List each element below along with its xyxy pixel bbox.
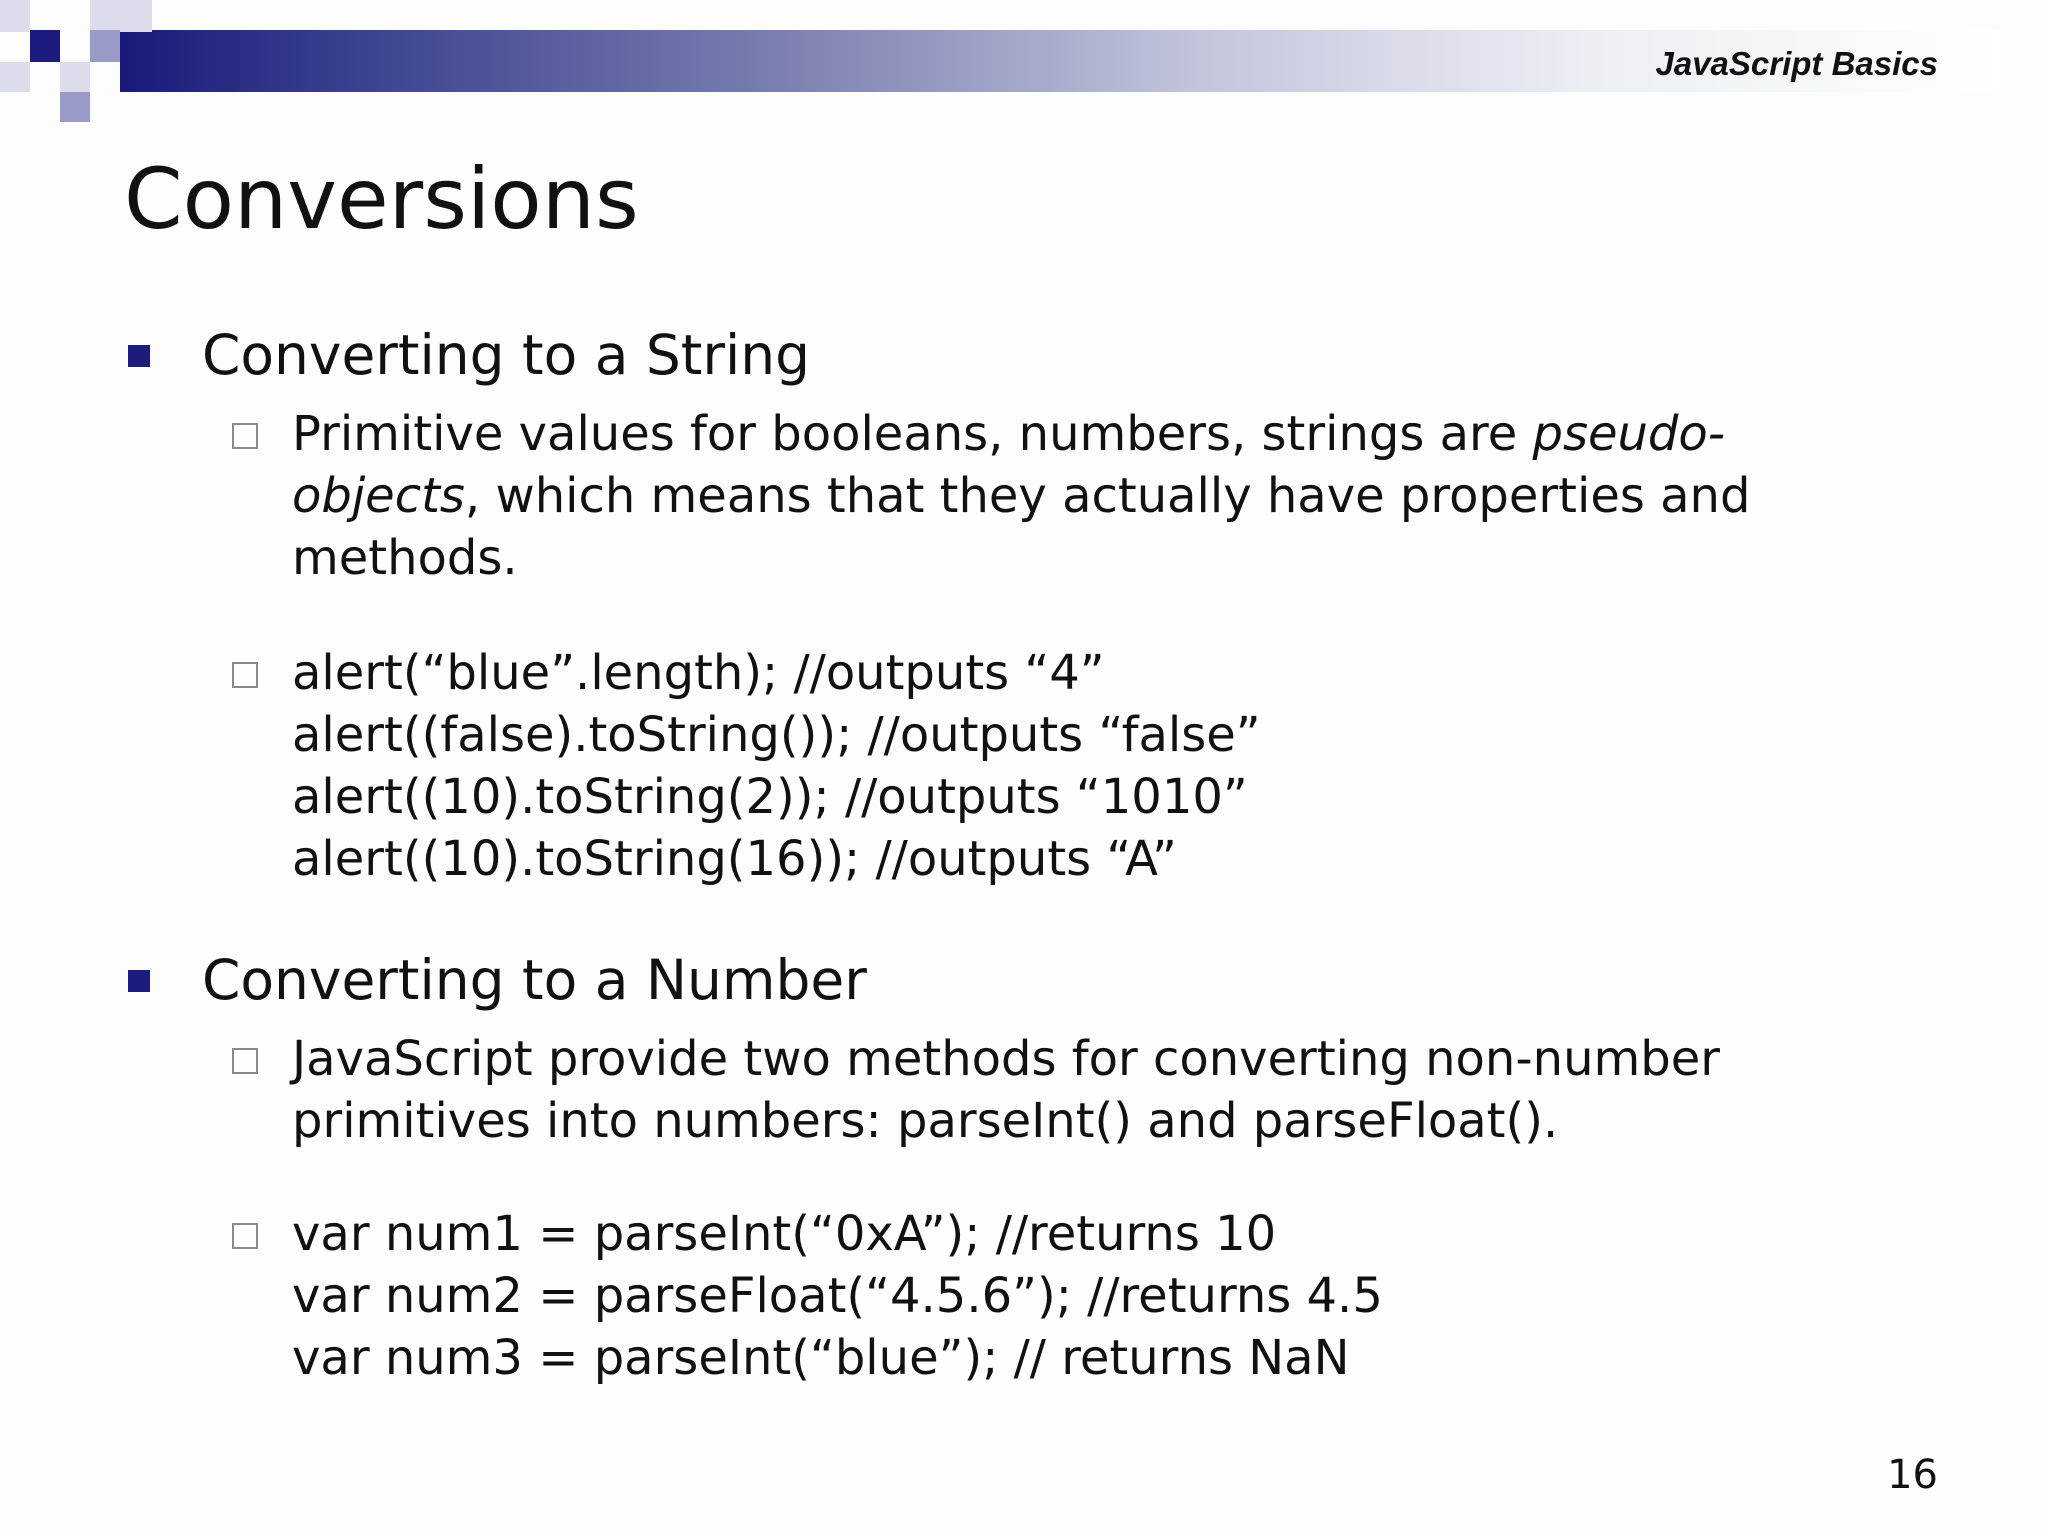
hollow-square-icon — [232, 662, 258, 688]
item-line: JavaScript provide two methods for converting non-number — [292, 1031, 1720, 1087]
slide-title: Conversions — [124, 150, 639, 248]
item-line-text: Primitive values for booleans, numbers, strings are — [292, 406, 1533, 462]
emphasis-text: pseudo- — [1532, 406, 1726, 462]
header-label: JavaScript Basics — [1655, 45, 1938, 82]
code-line: var num3 = parseInt(“blue”); // returns NaN — [292, 1330, 1350, 1386]
emphasis-text: objects — [292, 468, 465, 524]
corner-squares-icon — [0, 0, 160, 130]
item-line: primitives into numbers: parseInt() and parseFloat(). — [292, 1093, 1559, 1149]
item-line-text: , which means that they actually have properties and — [464, 468, 1751, 524]
code-line: alert(“blue”.length); //outputs “4” — [292, 645, 1105, 701]
item-line — [292, 403, 1892, 465]
filled-square-icon — [128, 970, 150, 992]
code-line: alert((10).toString(16)); //outputs “A” — [292, 831, 1177, 887]
section-heading-text: Converting to a Number — [202, 948, 867, 1012]
page-number: 16 — [1887, 1452, 1938, 1498]
item-line: methods. — [292, 530, 518, 586]
hollow-square-icon — [232, 1223, 258, 1249]
code-line: var num1 = parseInt(“0xA”); //returns 10 — [292, 1206, 1277, 1262]
hollow-square-icon — [232, 1048, 258, 1074]
section-heading-text: Converting to a String — [202, 323, 811, 387]
code-line: alert((10).toString(2)); //outputs “1010” — [292, 769, 1248, 825]
code-line: alert((false).toString()); //outputs “false” — [292, 707, 1261, 763]
filled-square-icon — [128, 345, 150, 367]
item-line — [292, 465, 1892, 527]
code-line: var num2 = parseFloat(“4.5.6”); //returns 4.5 — [292, 1268, 1383, 1324]
hollow-square-icon — [232, 423, 258, 449]
